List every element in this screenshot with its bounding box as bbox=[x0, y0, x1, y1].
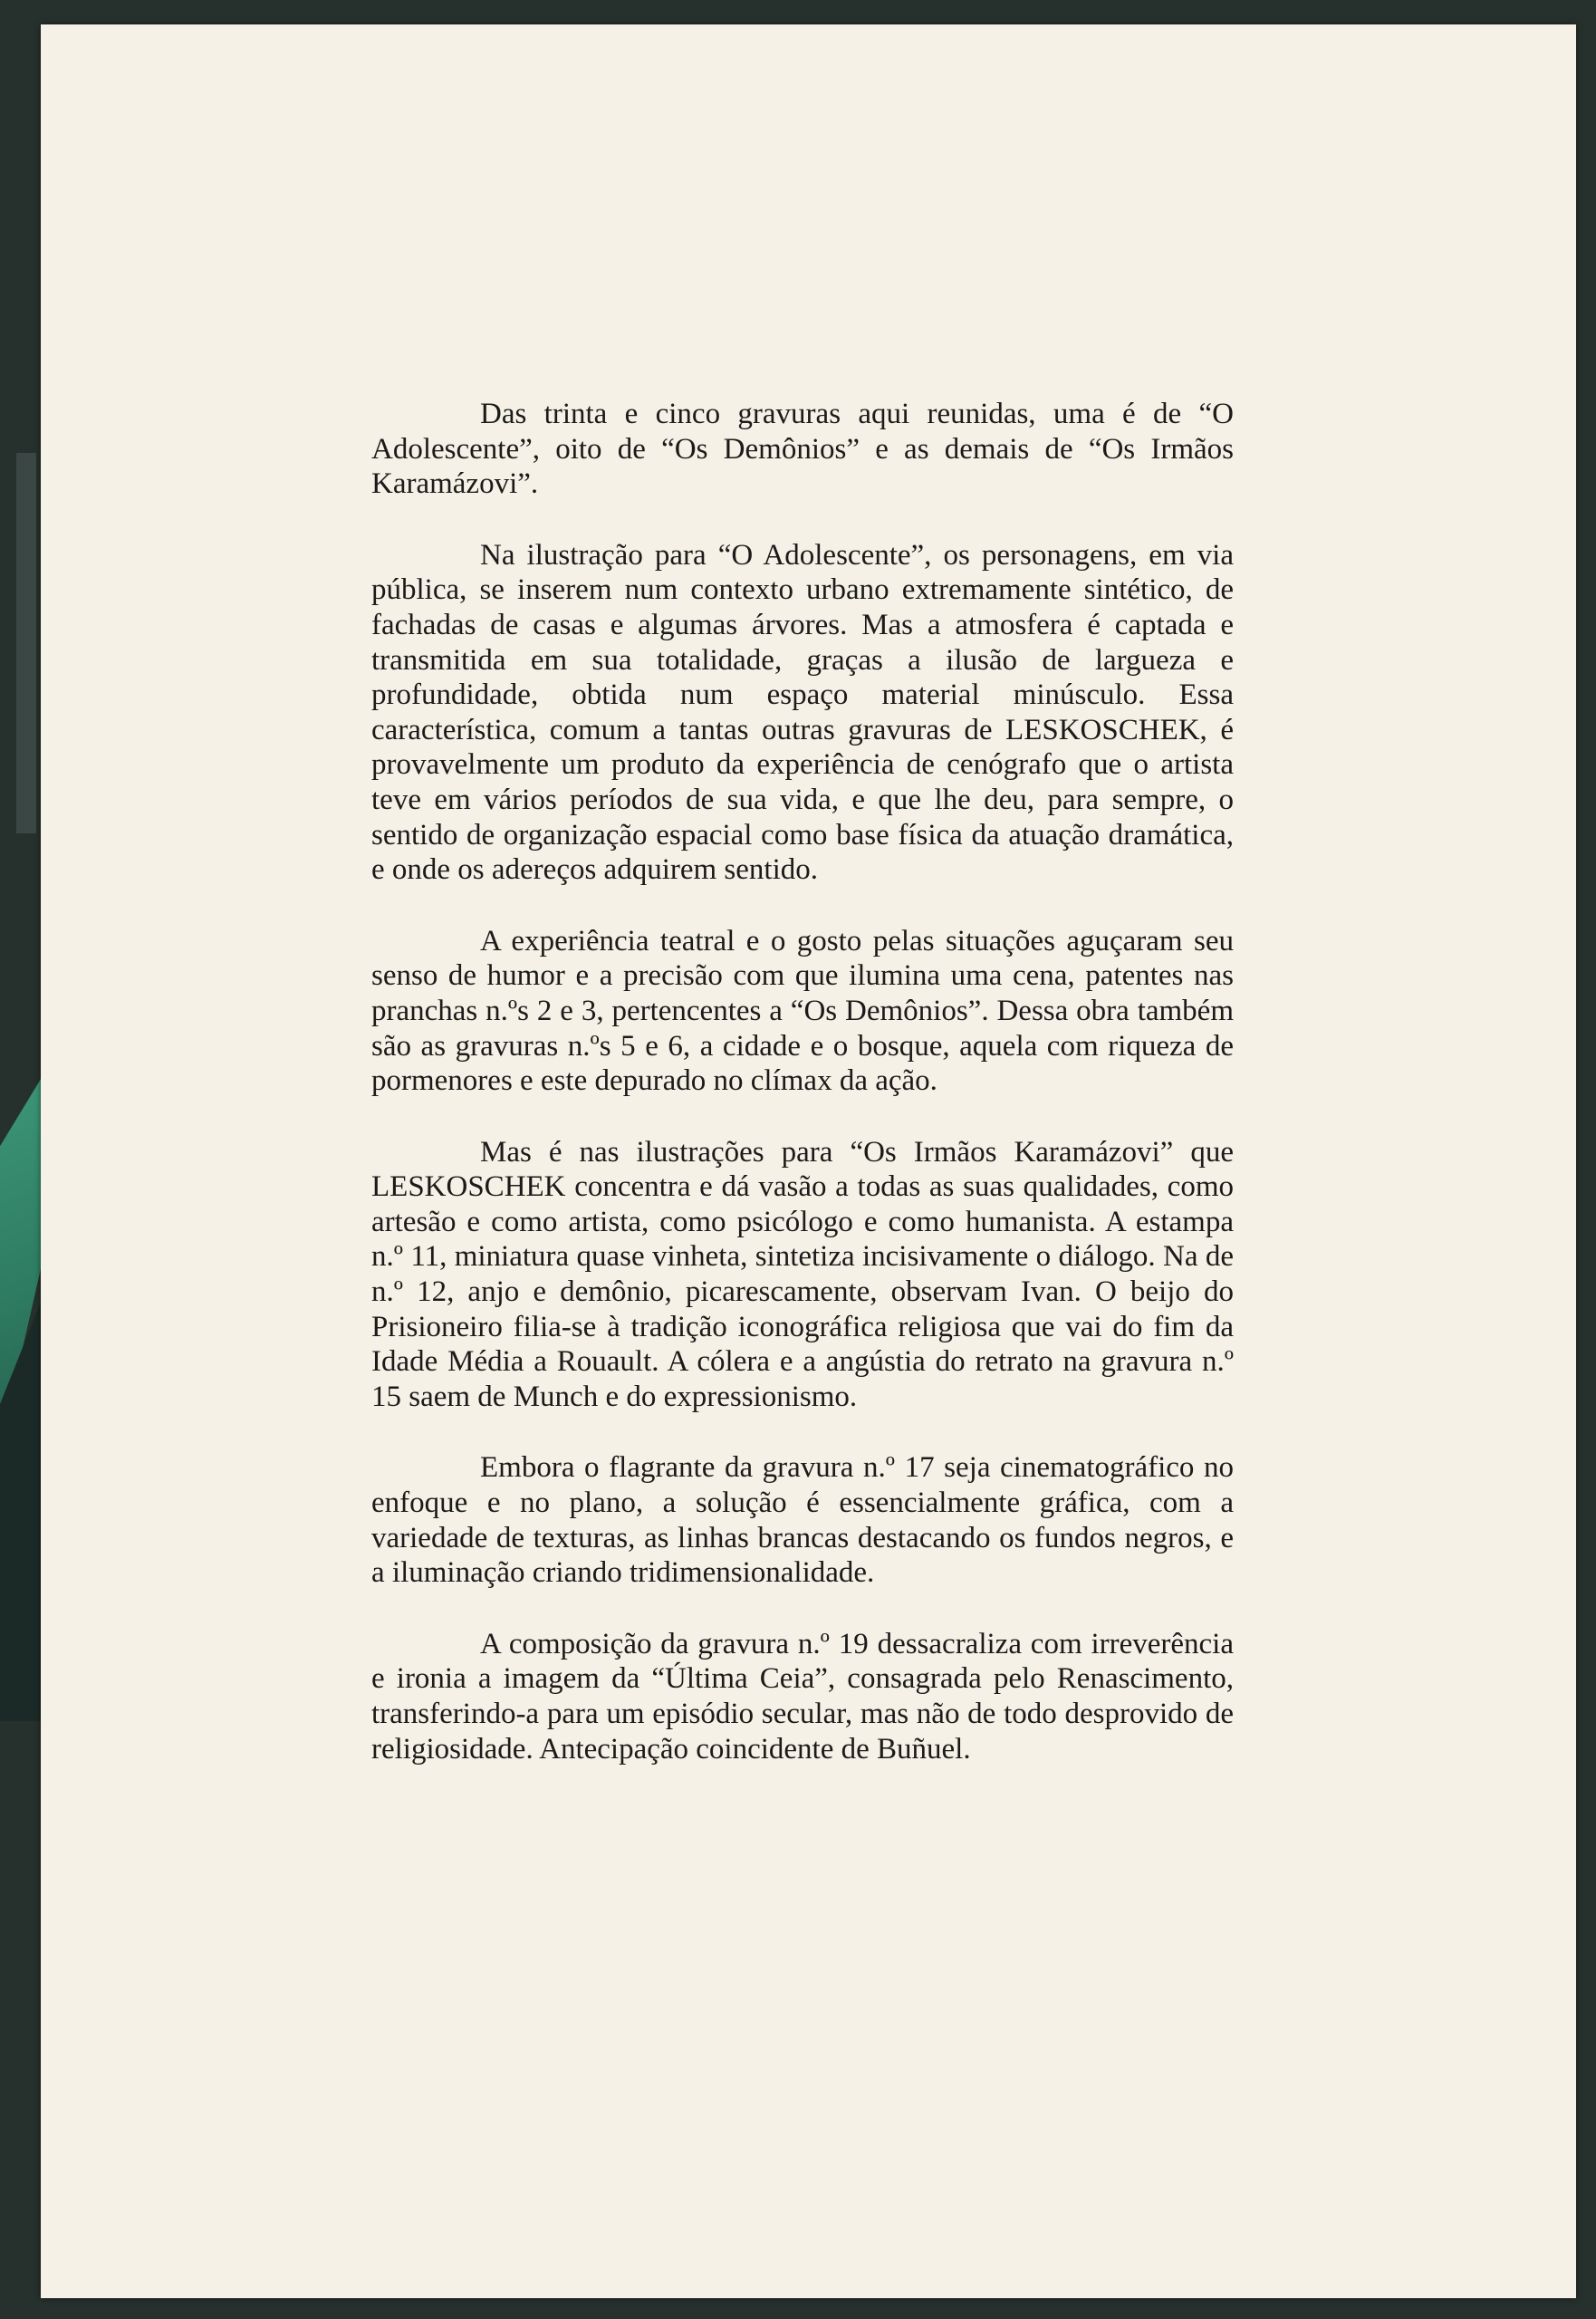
paragraph-6: A composição da gravura n.º 19 dessacraliza com irreverência e ironia a imagem da “Última Ceia”, consagrada pelo Renascimento, transferindo-a para um episódio secular, mas não de todo desprovido de religiosidade. Antecipação coincidente de Buñuel. bbox=[371, 1627, 1234, 1766]
paragraph-1: Das trinta e cinco gravuras aqui reunidas, uma é de “O Adolescente”, oito de “Os Demônios” e as demais de “Os Irmãos Karamázovi”. bbox=[371, 398, 1234, 501]
paragraph-5: Embora o flagrante da gravura n.º 17 seja cinematográfico no enfoque e no plano, a solução é essencialmente gráfica, com a variedade de texturas, as linhas brancas destacando os fundos negros, e a iluminação criando tridimensionalidade. bbox=[371, 1451, 1234, 1590]
paragraph-3: A experiência teatral e o gosto pelas situações aguçaram seu senso de humor e a precisão com que ilumina uma cena, patentes nas pranchas n.ºs 2 e 3, pertencentes a “Os Demônios”. Dessa obra também são as gravuras n.ºs 5 e 6, a cidade e o bosque, aquela com riqueza de pormenores e este depurado no clímax da ação. bbox=[371, 924, 1234, 1098]
paragraph-2: Na ilustração para “O Adolescente”, os personagens, em via pública, se inserem num contexto urbano extremamente sintético, de fachadas de casas e algumas árvores. Mas a atmosfera é captada e transmitida em sua totalidade, graças a ilusão de largueza e profundidade, obtida num espaço material minúsculo. Essa característica, comum a tantas outras gravuras de LESKOSCHEK, é provavelmente um produto da experiência de cenógrafo que o artista teve em vários períodos de sua vida, e que lhe deu, para sempre, o sentido de organização espacial como base física da atuação dramática, e onde os adereços adquirem sentido. bbox=[371, 538, 1234, 887]
document-body bbox=[371, 397, 1234, 1803]
scanner-background-stripe bbox=[16, 453, 36, 833]
paragraph-4: Mas é nas ilustrações para “Os Irmãos Karamázovi” que LESKOSCHEK concentra e dá vasão a todas as suas qualidades, como artesão e como artista, como psicólogo e como humanista. A estampa n.º 11, miniatura quase vinheta, sintetiza incisivamente o diálogo. Na de n.º 12, anjo e demônio, picarescamente, observam Ivan. O beijo do Prisioneiro filia-se à tradição iconográfica religiosa que vai do fim da Idade Média a Rouault. A cólera e a angústia do retrato na gravura n.º 15 saem de Munch e do expressionismo. bbox=[371, 1135, 1234, 1413]
